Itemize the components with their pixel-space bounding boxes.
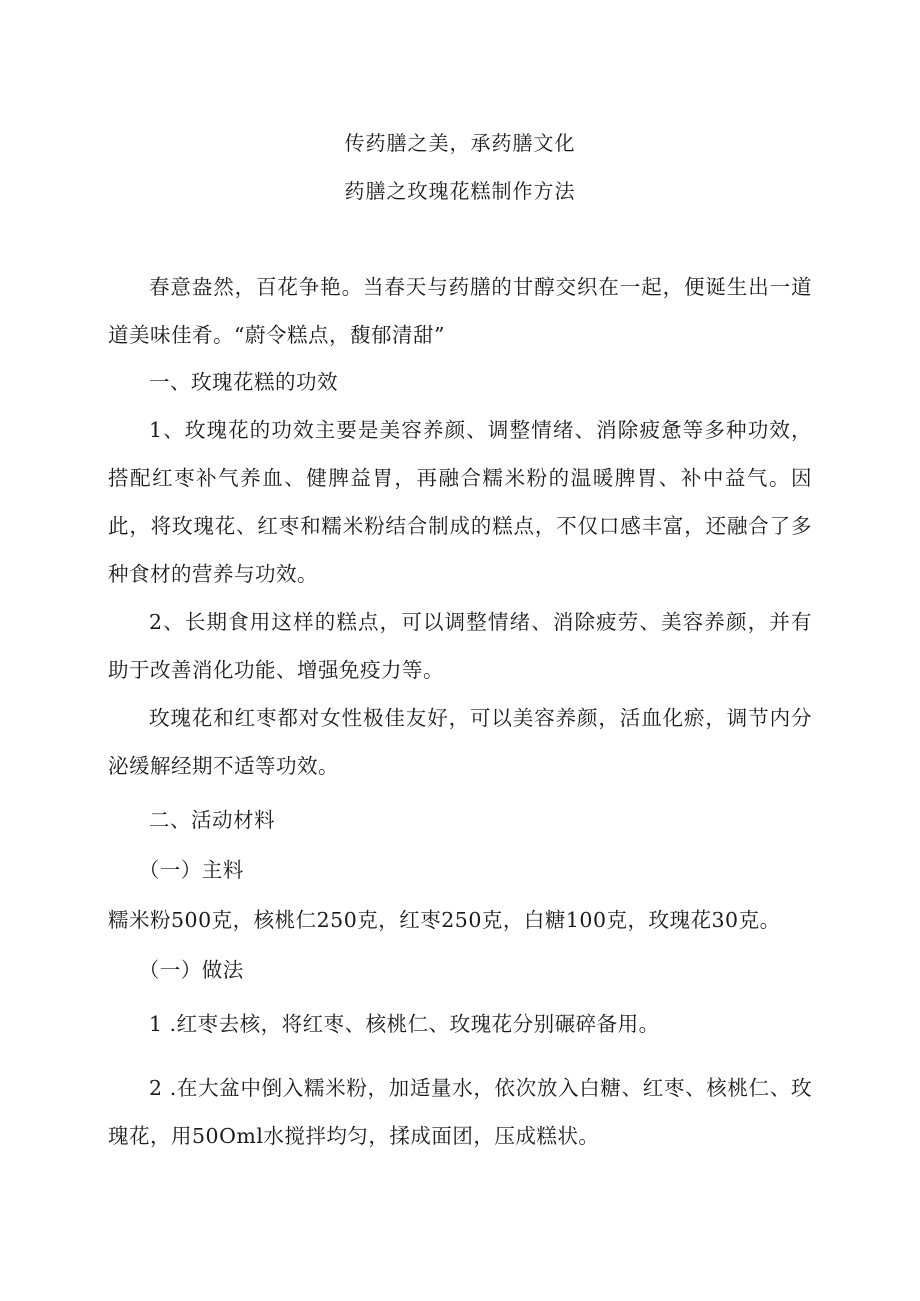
document-title-line2: 药膳之玫瑰花糕制作方法	[344, 179, 576, 203]
step2-block	[108, 1064, 812, 1160]
section1-item2-block	[108, 598, 812, 694]
document-title-line1: 传药膳之美，承药膳文化	[344, 131, 576, 155]
ingredients-block	[108, 896, 812, 944]
section1-heading-block	[108, 358, 812, 406]
section2-heading: 二、活动材料	[149, 808, 275, 832]
step1-block	[108, 1000, 812, 1048]
intro-text: 春意盎然，百花争艳。当春天与药膳的甘醇交织在一起，便诞生出一道道美味佳肴。“蔚令糕点，馥郁清甜”	[108, 275, 812, 347]
section1-note-block	[108, 694, 812, 790]
section2-heading-block	[108, 796, 812, 844]
sub1-heading: （一）主料	[138, 858, 244, 882]
ingredients-text: 糯米粉500克，核桃仁250克，红枣250克，白糖100克，玫瑰花30克。	[108, 908, 781, 932]
step1-text: 1 .红枣去核，将红枣、核桃仁、玫瑰花分别碾碎备用。	[149, 1012, 660, 1036]
section1-item1: 1、玫瑰花的功效主要是美容养颜、调整情绪、消除疲惫等多种功效，搭配红枣补气养血、健脾益胃，再融合糯米粉的温暖脾胃、补中益气。因此，将玫瑰花、红枣和糯米粉结合制成的糕点，不仅口感丰富，还融合了多种食材的营养与功效。	[108, 418, 812, 586]
step2-text: 2 .在大盆中倒入糯米粉，加适量水，依次放入白糖、红枣、核桃仁、玫瑰花，用50Oml水搅拌均匀，揉成面团，压成糕状。	[108, 1076, 812, 1148]
section1-note: 玫瑰花和红枣都对女性极佳友好，可以美容养颜，活血化瘀，调节内分泌缓解经期不适等功效。	[108, 706, 812, 778]
section1-item1-block	[108, 406, 812, 598]
intro-paragraph	[108, 263, 812, 359]
section1-item2: 2、长期食用这样的糕点，可以调整情绪、消除疲劳、美容养颜，并有助于改善消化功能、增强免疫力等。	[108, 610, 812, 682]
sub2-heading-block	[108, 946, 812, 994]
sub2-heading: （一）做法	[138, 958, 244, 982]
section1-heading: 一、玫瑰花糕的功效	[149, 370, 338, 394]
sub1-heading-block	[108, 846, 812, 894]
